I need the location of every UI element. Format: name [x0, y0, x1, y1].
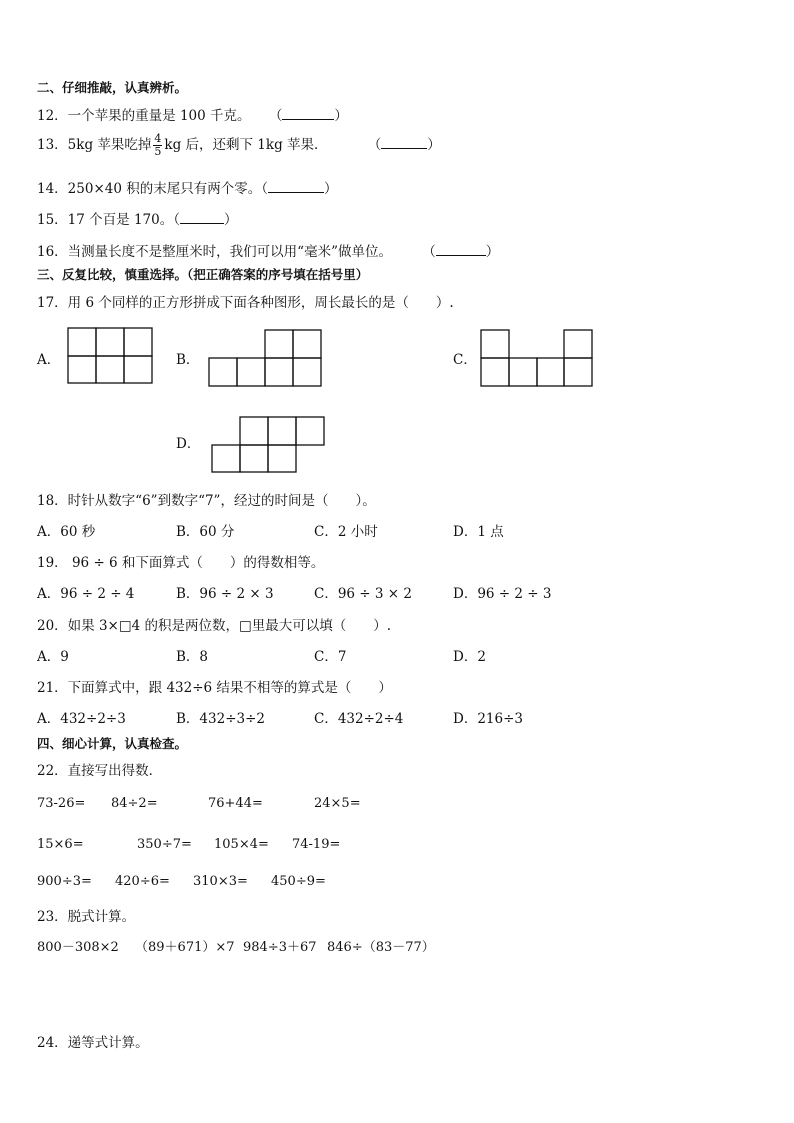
q18-option-b[interactable]: B．60 分: [176, 524, 235, 540]
question-12: [37, 104, 348, 124]
fraction-four-fifths: [153, 133, 162, 158]
q20-option-b[interactable]: B．8: [176, 649, 209, 665]
question-16-text: 16．当测量长度不是整厘米时，我们可以用“毫米”做单位。: [37, 244, 392, 260]
answer-blank-14[interactable]: [268, 180, 324, 193]
oral-calc-item: 84÷2=: [111, 796, 158, 811]
option-a-label: A．: [37, 352, 61, 368]
shape-option-a[interactable]: [67, 327, 153, 384]
shape-option-d[interactable]: [211, 416, 325, 473]
q19-option-a[interactable]: A．96 ÷ 2 ÷ 4: [37, 586, 135, 602]
answer-blank-16[interactable]: [436, 243, 486, 256]
q21-option-c[interactable]: C．432÷2÷4: [314, 711, 404, 727]
q20-option-d[interactable]: D．2: [453, 649, 486, 665]
question-14: [37, 177, 337, 197]
q19-option-b[interactable]: B．96 ÷ 2 × 3: [176, 586, 274, 602]
answer-blank-12[interactable]: [282, 107, 334, 120]
question-12-text: 12．一个苹果的重量是 100 千克。: [37, 108, 251, 124]
question-19-text: 19． 96 ÷ 6 和下面算式（ ）的得数相等。: [37, 555, 325, 571]
step-calc-item: 984÷3＋67: [243, 940, 317, 955]
question-13-post: kg 后，还剩下 1kg 苹果．: [164, 137, 328, 153]
paren-close: ）: [323, 181, 338, 197]
step-calc-item: 846÷（83－77）: [327, 940, 435, 955]
shape-option-b[interactable]: [208, 329, 322, 387]
oral-calc-item: 74-19=: [292, 837, 341, 852]
oral-calc-item: 24×5=: [314, 796, 361, 811]
question-15-text: 15．17 个百是 170。（: [37, 212, 180, 228]
fraction-numerator: 4: [154, 132, 162, 145]
q18-option-a[interactable]: A．60 秒: [37, 524, 96, 540]
q21-option-a[interactable]: A．432÷2÷3: [37, 711, 126, 727]
answer-blank-15[interactable]: [180, 211, 224, 224]
question-13-pre: 13．5kg 苹果吃掉: [37, 137, 152, 153]
paren-open: （: [422, 244, 436, 260]
oral-calc-item: 450÷9=: [271, 874, 326, 889]
q20-option-c[interactable]: C．7: [314, 649, 347, 665]
paren-close: ）: [485, 244, 500, 260]
section-4-title: 四、细心计算，认真检查。: [37, 736, 188, 751]
oral-calc-item: 350÷7=: [137, 837, 192, 852]
paren-close: ）: [427, 137, 441, 153]
oral-calc-item: 105×4=: [214, 837, 269, 852]
shape-option-c[interactable]: [480, 329, 593, 387]
q18-option-c[interactable]: C．2 小时: [314, 524, 378, 540]
section-3-title: 三、反复比较，慎重选择。（把正确答案的序号填在括号里）: [37, 267, 369, 282]
paren-close: ）: [223, 212, 238, 228]
oral-calc-item: 900÷3=: [37, 874, 92, 889]
question-16: [37, 240, 499, 260]
oral-calc-item: 15×6=: [37, 837, 84, 852]
question-13: [37, 133, 441, 158]
oral-calc-item: 420÷6=: [115, 874, 170, 889]
fraction-denominator: 5: [154, 145, 162, 158]
question-23-text: 23．脱式计算。: [37, 909, 136, 925]
section-2-title: 二、仔细推敲，认真辨析。: [37, 80, 188, 95]
question-17-text: 17．用 6 个同样的正方形拼成下面各种图形，周长最长的是（ ）.: [37, 295, 454, 311]
q19-option-d[interactable]: D．96 ÷ 2 ÷ 3: [453, 586, 552, 602]
oral-calc-item: 73-26=: [37, 796, 86, 811]
q20-option-a[interactable]: A．9: [37, 649, 69, 665]
question-18-text: 18．时针从数字“6”到数字“7”，经过的时间是（ ）。: [37, 493, 376, 509]
option-d-label: D．: [176, 436, 201, 452]
question-20-text: 20．如果 3×□4 的积是两位数，□里最大可以填（ ）.: [37, 618, 392, 634]
q19-option-c[interactable]: C．96 ÷ 3 × 2: [314, 586, 412, 602]
question-21-text: 21．下面算式中，跟 432÷6 结果不相等的算式是（ ）: [37, 680, 392, 696]
q21-option-d[interactable]: D．216÷3: [453, 711, 523, 727]
q21-option-b[interactable]: B．432÷3÷2: [176, 711, 265, 727]
step-calc-item: （89＋671）×7: [135, 940, 235, 955]
question-14-text: 14．250×40 积的末尾只有两个零。（: [37, 181, 268, 197]
oral-calc-item: 76+44=: [208, 796, 263, 811]
oral-calc-item: 310×3=: [193, 874, 248, 889]
option-b-label: B．: [176, 352, 200, 368]
q18-option-d[interactable]: D．1 点: [453, 524, 504, 540]
paren-open: （: [367, 137, 382, 153]
option-c-label: C．: [453, 352, 477, 368]
paren-close: ）: [334, 108, 348, 124]
answer-blank-13[interactable]: [381, 136, 427, 149]
question-24-text: 24．递等式计算。: [37, 1035, 149, 1051]
question-22-text: 22．直接写出得数．: [37, 763, 163, 779]
step-calc-item: 800－308×2: [37, 940, 119, 955]
paren-open: （: [268, 108, 283, 124]
question-15: [37, 208, 237, 228]
